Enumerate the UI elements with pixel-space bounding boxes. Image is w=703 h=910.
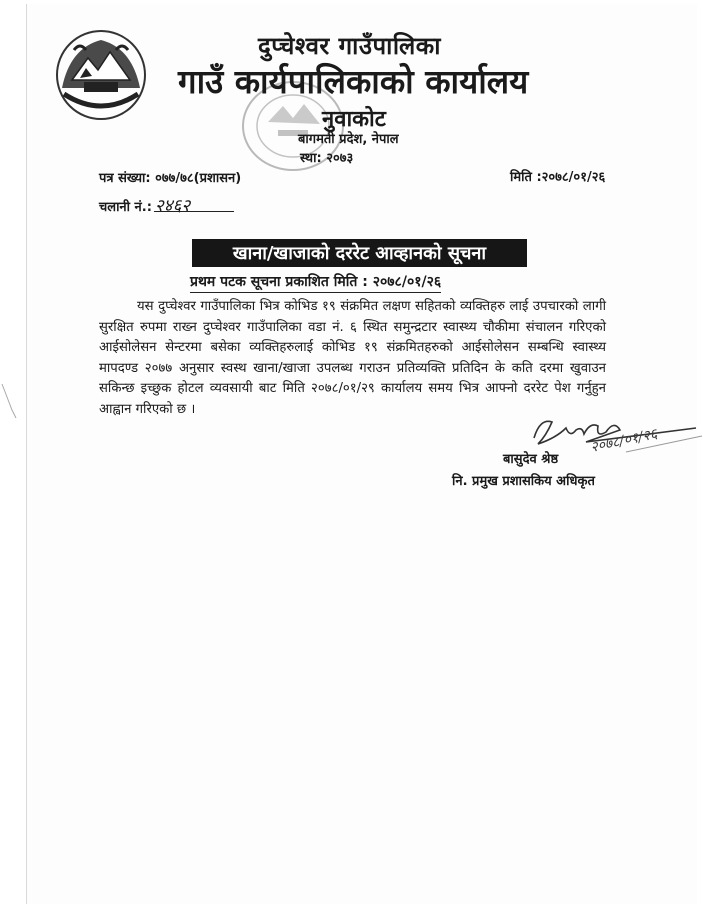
dispatch-underline: [154, 211, 234, 212]
signatory-name: बासुदेव श्रेष्ठ: [503, 452, 559, 467]
scan-artifact: [0, 380, 20, 420]
nepal-emblem-icon: [50, 28, 152, 122]
municipality-name: दुप्चेश्वर गाउँपालिका: [258, 32, 441, 60]
dispatch-number: [99, 193, 190, 216]
letter-date: मिति :२०७८/०१/२६: [510, 170, 606, 185]
established-year: स्था: २०७३: [300, 151, 354, 166]
dispatch-value: २४६२: [154, 196, 191, 216]
letter-number: पत्र संख्या: ०७७/७८(प्रशासन): [99, 171, 242, 186]
province-name: बागमती प्रदेश, नेपाल: [298, 132, 399, 147]
signature-date: २०७८/०१/२६: [589, 426, 659, 456]
notice-title: खाना/खाजाको दररेट आव्हानको सूचना: [192, 239, 527, 267]
signatory-designation: नि. प्रमुख प्रशासकिय अधिकृत: [452, 474, 595, 489]
office-name: गाउँ कार्यपालिकाको कार्यालय: [178, 62, 529, 101]
dispatch-label: चलानी नं.:: [99, 200, 152, 215]
published-date: प्रथम पटक सूचना प्रकाशित मिति : २०७८/०१/२६: [190, 272, 441, 293]
notice-body: यस दुप्चेश्वर गाउँपालिका भित्र कोभिड १९ संक्रमित लक्षण सहितको व्यक्तिहरु लाई उपचारको लागी सुरक्षित रुपमा राख्न दुप्चेश्वर गाउँपालिका वडा नं. ६ स्थित समुन्द्रटार स्वास्थ्य चौकीमा संचालन गरिएको आईसोलेसन सेन्टरमा बसेका व्यक्तिहरुलाई कोभिड १९ संक्रमितहरुको आईसोलेसन सम्बन्धि स्वास्थ्य मापदण्ड २०७७ अनुसार स्वस्थ खाना/खाजा उपलब्ध गराउन प्रतिव्यक्ति प्रतिदिन के कति दरमा खुवाउन सकिन्छ इच्छुक होटल व्यवसायी बाट मिति २०७८/०१/२९ कार्यालय समय भित्र आफ्नो दररेट पेश गर्नुहुन आह्वान गरिएको छ ।: [99, 299, 606, 417]
district-name: नुवाकोट: [322, 107, 386, 132]
